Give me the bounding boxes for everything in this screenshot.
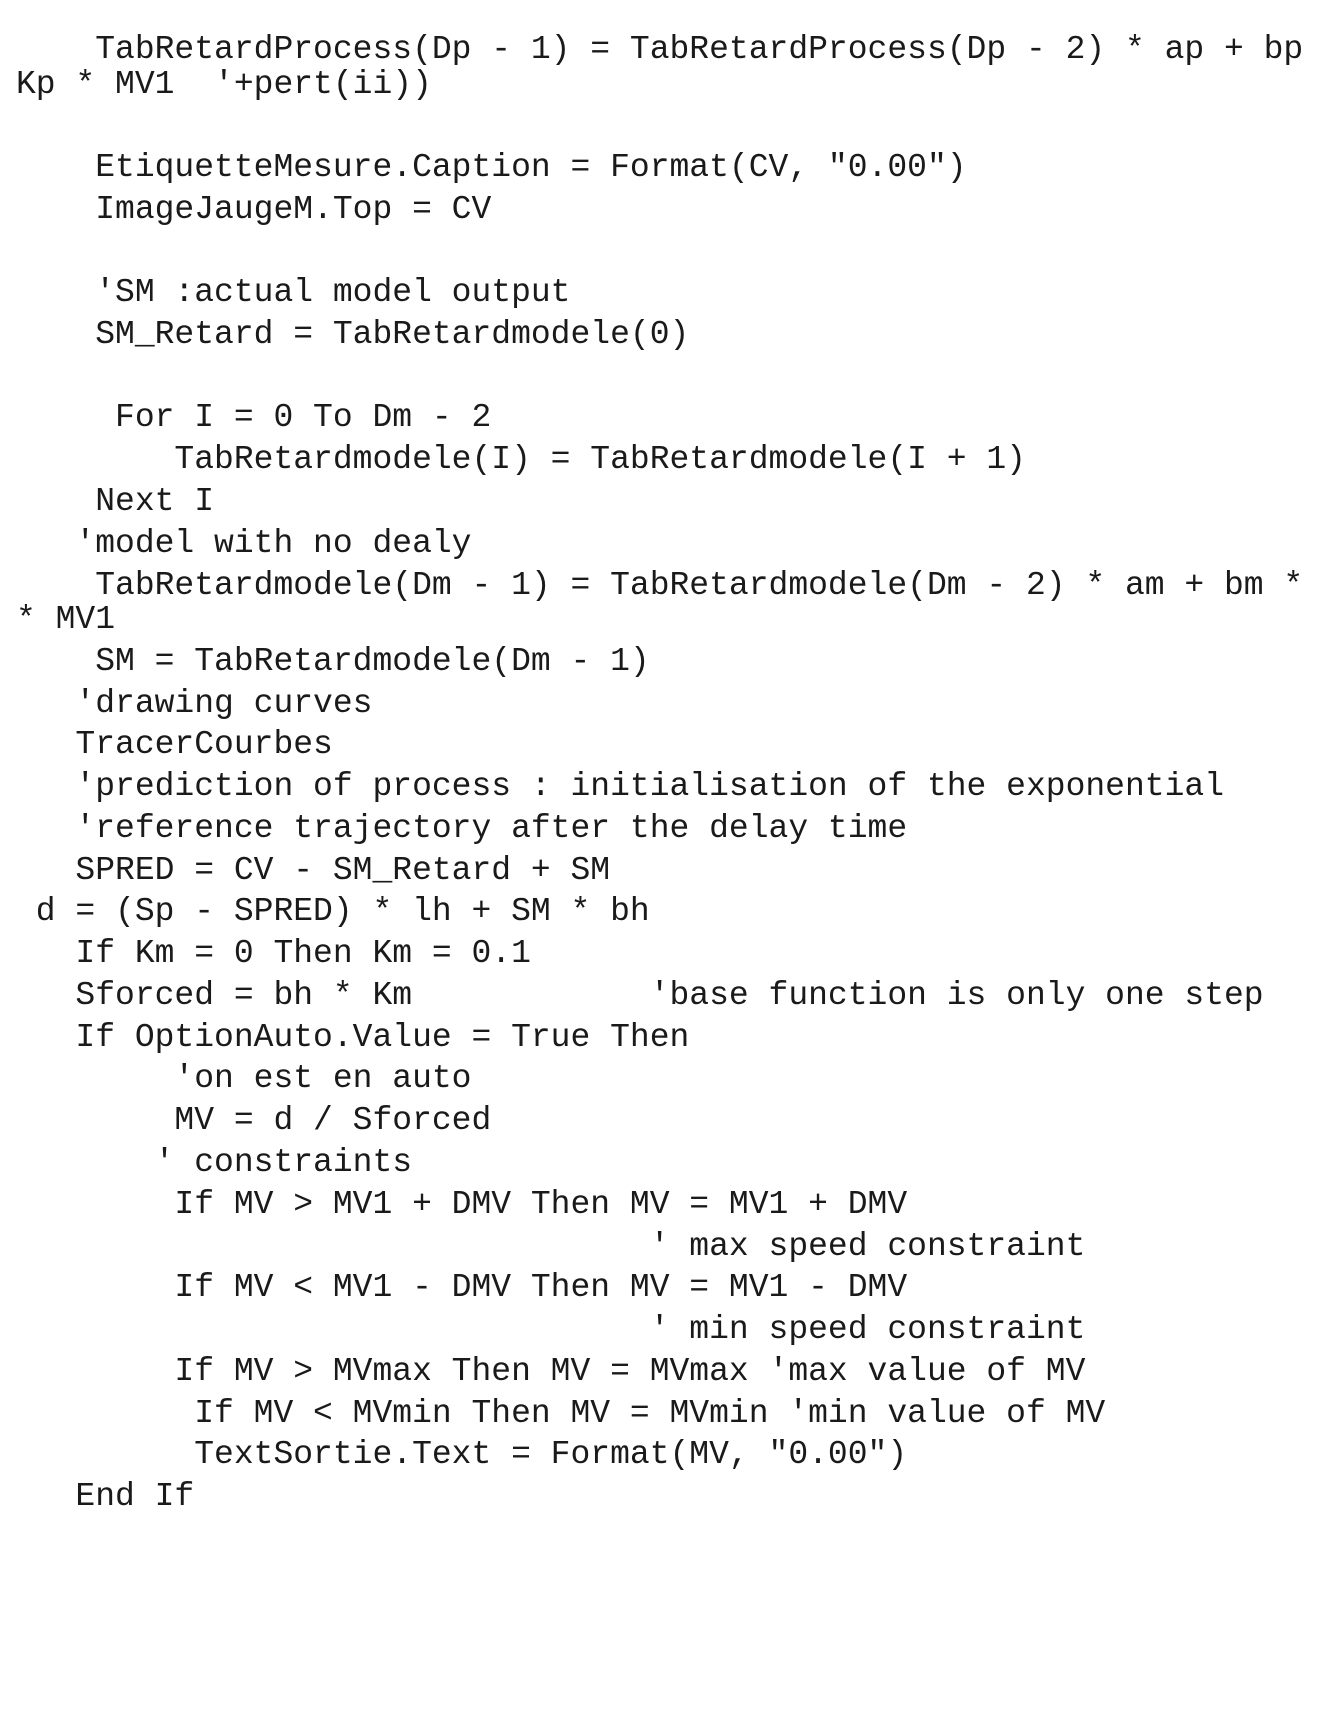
code-line: If MV > MV1 + DMV Then MV = MV1 + DMV	[16, 1186, 908, 1223]
code-line: ' constraints	[16, 1144, 413, 1181]
code-line: Sforced = bh * Km 'base function is only one step	[16, 977, 1264, 1014]
code-line: SPRED = CV - SM_Retard + SM	[16, 852, 611, 889]
code-line: ' min speed constraint	[16, 1311, 1086, 1348]
code-line: SM = TabRetardmodele(Dm - 1)	[16, 643, 650, 680]
code-line: Next I	[16, 483, 215, 520]
code-line: End If	[16, 1478, 195, 1515]
code-line: SM_Retard = TabRetardmodele(0)	[16, 316, 690, 353]
code-line: d = (Sp - SPRED) * lh + SM * bh	[16, 893, 650, 930]
code-line: TracerCourbes	[16, 726, 333, 763]
code-line: If MV < MVmin Then MV = MVmin 'min value of MV	[16, 1395, 1106, 1432]
code-line: ' max speed constraint	[16, 1228, 1086, 1265]
code-line: 'reference trajectory after the delay time	[16, 810, 908, 847]
code-line: 'drawing curves	[16, 685, 373, 722]
code-line: TextSortie.Text = Format(MV, "0.00")	[16, 1436, 908, 1473]
code-line: * MV1	[16, 601, 116, 638]
code-line: 'model with no dealy	[16, 525, 472, 562]
code-line: MV = d / Sforced	[16, 1102, 492, 1139]
code-line: TabRetardmodele(I) = TabRetardmodele(I + 1)	[16, 441, 1026, 478]
code-line: If OptionAuto.Value = True Then	[16, 1019, 690, 1056]
code-line: If MV > MVmax Then MV = MVmax 'max value of MV	[16, 1353, 1086, 1390]
code-line: 'prediction of process : initialisation of the exponential	[16, 768, 1224, 805]
code-line: TabRetardProcess(Dp - 1) = TabRetardProcess(Dp - 2) * ap + bp	[16, 31, 1304, 68]
code-line: ImageJaugeM.Top = CV	[16, 191, 492, 228]
code-line: TabRetardmodele(Dm - 1) = TabRetardmodele(Dm - 2) * am + bm *	[16, 567, 1304, 604]
code-line: Kp * MV1 '+pert(ii))	[16, 66, 432, 103]
code-line: For I = 0 To Dm - 2	[16, 399, 492, 436]
code-line: 'on est en auto	[16, 1060, 472, 1097]
code-line: EtiquetteMesure.Caption = Format(CV, "0.00")	[16, 149, 967, 186]
code-line: If MV < MV1 - DMV Then MV = MV1 - DMV	[16, 1269, 908, 1306]
code-line: If Km = 0 Then Km = 0.1	[16, 935, 531, 972]
code-line: 'SM :actual model output	[16, 274, 571, 311]
